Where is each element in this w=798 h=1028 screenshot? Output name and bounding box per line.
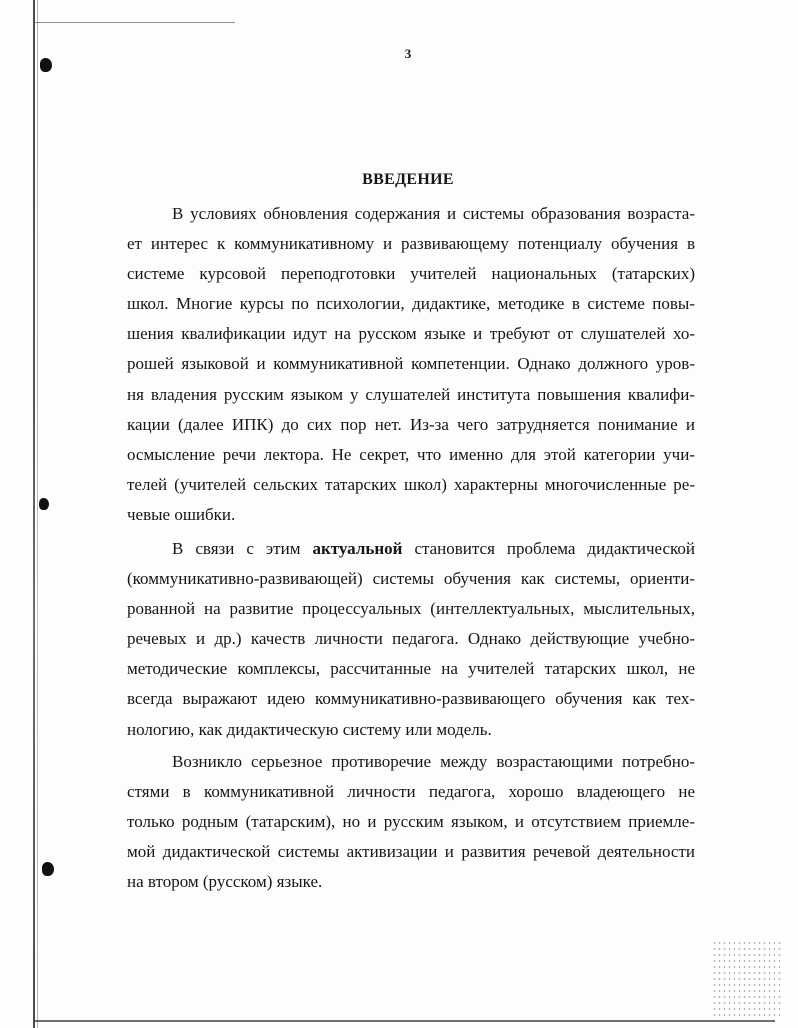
scan-noise [712,940,782,1020]
paragraph-line: только родным (татарским), но и русским языком, и отсутствием приемле- [127,812,695,832]
page-number: 3 [404,46,412,61]
paragraph-line: рошей языковой и коммуникативной компетенции. Однако должного уров- [127,354,695,374]
paragraph-2 [127,534,695,745]
paragraph-line [127,534,695,564]
paragraph-line: (коммуникативно-развивающей) системы обучения как системы, ориенти- [127,569,695,589]
punch-hole-mark [42,862,54,876]
scan-binding-edge [33,0,35,1028]
paragraph-line: ня владения русским языком у слушателей института повышения квалифи- [127,384,695,404]
paragraph-1 [127,199,695,530]
paragraph-line: чевые ошибки. [127,504,236,524]
paragraph-line: рованной на развитие процессуальных (интеллектуальных, мыслительных, [127,599,695,619]
scan-bottom-edge [35,1020,775,1022]
scan-top-edge [35,22,235,23]
paragraph-line: кации (далее ИПК) до сих пор нет. Из-за чего затрудняется понимание и [127,414,695,434]
paragraph-line: системе курсовой переподготовки учителей национальных (татарских) [127,264,695,284]
paragraph-line: речевых и др.) качеств личности педагога. Однако действующие учебно- [127,629,695,649]
paragraph-text: становится проблема дидактической [402,539,695,558]
punch-hole-mark [39,498,49,510]
paragraph-line: осмысление речи лектора. Не секрет, что именно для этой категории учи- [127,444,695,464]
punch-hole-mark [40,58,52,72]
paragraph-text: В связи с этим [172,539,313,558]
paragraph-line: методические комплексы, рассчитанные на учителей татарских школ, не [127,659,695,679]
paragraph-line: Возникло серьезное противоречие между возрастающими потребно- [172,752,695,771]
paragraph-3 [127,747,695,897]
emphasis-term: актуальной [312,539,403,558]
paragraph-line: телей (учителей сельских татарских школ) характерны многочисленные ре- [127,474,695,494]
paragraph-line: школ. Многие курсы по психологии, дидактике, методике в системе повы- [127,294,695,314]
scan-binding-edge-shadow [37,0,38,1028]
paragraph-line: ет интерес к коммуникативному и развивающему потенциалу обучения в [127,234,695,254]
paragraph-line: нологию, как дидактическую систему или модель. [127,719,492,739]
paragraph-line: шения квалификации идут на русском языке и требуют от слушателей хо- [127,324,695,344]
paragraph-line: В условиях обновления содержания и системы образования возраста- [172,204,695,223]
paragraph-line: мой дидактической системы активизации и развития речевой деятельности [127,842,695,862]
paragraph-line: стями в коммуникативной личности педагога, хорошо владеющего не [127,782,695,802]
page-title: ВВЕДЕНИЕ [362,171,454,188]
paragraph-line: всегда выражают идею коммуникативно-развивающего обучения как тех- [127,689,695,709]
paragraph-line: на втором (русском) языке. [127,872,323,892]
